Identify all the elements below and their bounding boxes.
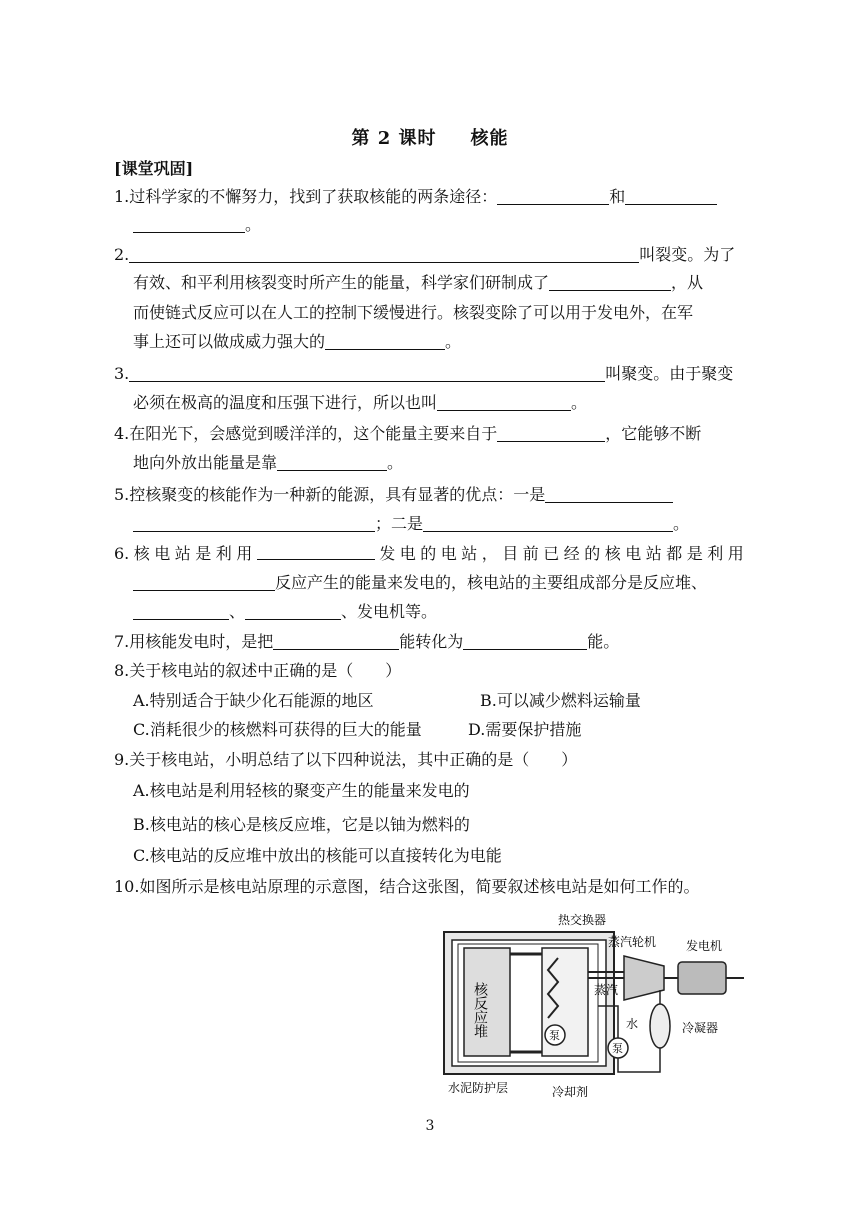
question-8-option-a[interactable]: A.特别适合于缺少化石能源的地区 xyxy=(133,691,374,710)
steam-turbine xyxy=(624,956,664,1000)
question-3: 3. 叫聚变。由于聚变 xyxy=(114,364,734,383)
question-8-option-d[interactable]: D.需要保护措施 xyxy=(468,720,582,739)
question-2-line-2: 有效、和平利用核裂变时所产生的能量，科学家们研制成了 ，从 xyxy=(133,273,704,292)
question-10-stem: 10.如图所示是核电站原理的示意图，结合这张图，简要叙述核电站是如何工作的。 xyxy=(114,877,700,896)
steam-label: 蒸汽 xyxy=(594,983,619,997)
answer-blank[interactable] xyxy=(257,543,375,560)
answer-blank[interactable] xyxy=(273,633,399,650)
generator-label: 发电机 xyxy=(686,939,723,953)
answer-blank[interactable] xyxy=(245,603,341,620)
question-6: 6. 核 电 站 是 利 用 发 电 的 电 站 ， 目 前 已 经 的 核 电 站 都 是 利 用 xyxy=(114,544,744,563)
question-8-option-b[interactable]: B.可以减少燃料运输量 xyxy=(480,691,641,710)
turbine-label: 蒸汽轮机 xyxy=(608,935,657,949)
pump-2-label: 泵 xyxy=(612,1042,623,1055)
cement-label: 水泥防护层 xyxy=(448,1081,509,1095)
section-heading: [课堂巩固] xyxy=(114,159,194,178)
answer-blank[interactable] xyxy=(129,246,639,263)
question-8-stem: 8.关于核电站的叙述中正确的是（ ） xyxy=(114,661,402,680)
question-9-stem: 9.关于核电站，小明总结了以下四种说法，其中正确的是（ ） xyxy=(114,750,578,769)
answer-blank[interactable] xyxy=(133,216,245,233)
question-8-option-c[interactable]: C.消耗很少的核燃料可获得的巨大的能量 xyxy=(133,720,422,739)
answer-blank[interactable] xyxy=(277,454,387,471)
question-6-line-2: 反应产生的能量来发电的，核电站的主要组成部分是反应堆、 xyxy=(133,572,707,594)
question-2-line-3: 而使链式反应可以在人工的控制下缓慢进行。核裂变除了可以用于发电外，在军 xyxy=(133,303,694,322)
answer-blank[interactable] xyxy=(463,633,587,650)
answer-blank[interactable] xyxy=(545,486,673,503)
answer-blank[interactable] xyxy=(437,394,571,411)
condenser-label: 冷凝器 xyxy=(682,1021,719,1035)
answer-blank[interactable] xyxy=(497,425,605,442)
answer-blank[interactable] xyxy=(133,574,275,591)
page-title: 第 2 课时 核能 xyxy=(351,128,509,149)
generator xyxy=(678,962,726,994)
question-9-option-b[interactable]: B.核电站的核心是核反应堆，它是以铀为燃料的 xyxy=(133,815,470,834)
question-4: 4.在阳光下，会感觉到暖洋洋的，这个能量主要来自于 ，它能够不断 xyxy=(114,424,702,443)
page-number: 3 xyxy=(425,1118,435,1134)
question-5-line-2: ；二是 。 xyxy=(133,513,689,535)
question-9-option-a[interactable]: A.核电站是利用轻核的聚变产生的能量来发电的 xyxy=(133,781,470,800)
question-7: 7.用核能发电时，是把 能转化为 能。 xyxy=(114,632,620,651)
answer-blank[interactable] xyxy=(325,333,445,350)
question-2-line-4: 事上还可以做成威力强大的 。 xyxy=(133,332,462,351)
answer-blank[interactable] xyxy=(497,188,609,205)
reactor-label: 核反应堆 xyxy=(472,982,488,1038)
answer-blank[interactable] xyxy=(129,365,605,382)
heat-exchanger-label: 热交换器 xyxy=(558,913,607,927)
answer-blank[interactable] xyxy=(423,515,673,532)
coolant-label: 冷却剂 xyxy=(552,1085,589,1099)
question-4-line-2: 地向外放出能量是靠 。 xyxy=(133,453,404,472)
water-label: 水 xyxy=(626,1017,639,1031)
answer-blank[interactable] xyxy=(133,603,229,620)
question-9-option-c[interactable]: C.核电站的反应堆中放出的核能可以直接转化为电能 xyxy=(133,846,502,865)
question-1: 1.过科学家的不懈努力，找到了获取核能的两条途径： 和 xyxy=(114,186,717,208)
nuclear-plant-diagram xyxy=(438,910,748,1100)
condenser xyxy=(650,1004,670,1048)
answer-blank[interactable] xyxy=(133,515,375,532)
answer-blank[interactable] xyxy=(549,274,671,291)
question-2: 2. 叫裂变。为了 xyxy=(114,245,736,264)
answer-blank[interactable] xyxy=(625,188,717,205)
question-6-line-3: 、 、发电机等。 xyxy=(133,601,437,623)
question-3-line-2: 必须在极高的温度和压强下进行，所以也叫 。 xyxy=(133,393,588,412)
pump-1-label: 泵 xyxy=(549,1029,560,1042)
question-5: 5.控核聚变的核能作为一种新的能源，具有显著的优点：一是 xyxy=(114,484,673,506)
question-1-cont: 。 xyxy=(133,214,261,236)
